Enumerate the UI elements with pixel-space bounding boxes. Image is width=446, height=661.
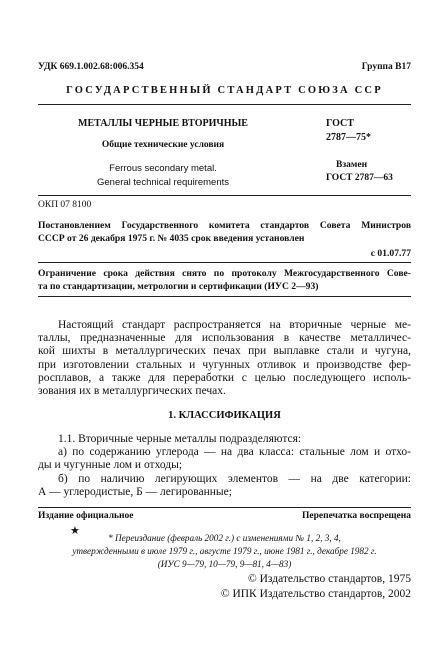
restriction-line2: та по стандартизации, метрологии и сертификации (ИУС 2—93) [38, 281, 319, 292]
resolution-divider [38, 262, 411, 263]
intro-line: при изготовлении стальных и чугунных отливок и производстве фер- [38, 358, 411, 371]
restriction-line1: Ограничение срока действия снято по протоколу Межгосударственного Сове- [38, 268, 411, 279]
state-standard-header: ГОСУДАРСТВЕННЫЙ СТАНДАРТ СОЮЗА ССР [66, 85, 383, 96]
title-en-line1: Ferrous secondary metal. [109, 163, 217, 174]
copyright-1975: © Издательство стандартов, 1975 [247, 573, 411, 585]
section1-body [38, 433, 411, 499]
intro-line: зования их в металлургических печах. [38, 385, 226, 398]
document-title: МЕТАЛЛЫ ЧЕРНЫЕ ВТОРИЧНЫЕ [78, 118, 248, 129]
section-line: 1.1. Вторичные черные металлы подразделяются: [58, 433, 302, 445]
intro-line: кой шихты в металлургических печах при выплавке стали и чугуна, [38, 345, 411, 358]
udk-code: УДК 669.1.002.68:006.354 [38, 62, 144, 72]
reissue-note-line3: (ИУС 9—79, 10—79, 9—81, 4—83) [157, 559, 292, 569]
intro-line: росплавов, а также для переработки с целью последующего исполь- [38, 371, 411, 384]
intro-paragraph [38, 319, 411, 398]
document-subtitle: Общие технические условия [101, 140, 225, 150]
section-line: а) по содержанию углерода — на два класса: стальные лом и отхо- [58, 446, 411, 459]
replaces-value: ГОСТ 2787—63 [326, 173, 393, 183]
restriction-divider [38, 296, 411, 297]
replaces-label: Взамен [336, 160, 368, 170]
effective-date: с 01.07.77 [370, 248, 411, 259]
official-edition: Издание официальное [38, 511, 134, 521]
gost-label: ГОСТ [326, 118, 354, 129]
title-en-line2: General technical requirements [96, 177, 229, 188]
okp-code: ОКП 07 8100 [38, 200, 92, 210]
star-icon: ★ [70, 525, 80, 537]
resolution-line1: Постановлением Государственного комитета стандартов Совета Министров [38, 220, 411, 231]
reissue-note-line1: * Переиздание (февраль 2002 г.) с изменениями № 1, 2, 3, 4, [108, 533, 341, 543]
header-divider [38, 104, 411, 105]
intro-line: таллы, предназначенные для использования в качестве металличес- [38, 332, 411, 345]
group-code: Группа В17 [361, 62, 411, 72]
reprint-prohibited: Перепечатка воспрещена [301, 511, 411, 521]
title-divider [38, 195, 411, 196]
section-line: А — углеродистые, Б — легированные; [38, 485, 232, 498]
footer-divider [38, 507, 411, 508]
section-heading: 1. КЛАССИФИКАЦИЯ [168, 410, 281, 421]
copyright-2002: © ИПК Издательство стандартов, 2002 [220, 588, 411, 600]
section-line: б) по наличию легирующих элементов — на две категории: [58, 472, 411, 485]
reissue-note-line2: утвержденными в июле 1979 г., августе 1979 г., июне 1981 г., декабре 1982 г. [72, 546, 377, 556]
gost-number: 2787—75* [326, 132, 371, 143]
intro-line: Настоящий стандарт распространяется на вторичные черные ме- [58, 319, 411, 331]
resolution-line2: СССР от 26 декабря 1975 г. № 4035 срок введения установлен [38, 233, 305, 244]
section-line: ды и чугунные лом и отходы; [38, 459, 183, 472]
